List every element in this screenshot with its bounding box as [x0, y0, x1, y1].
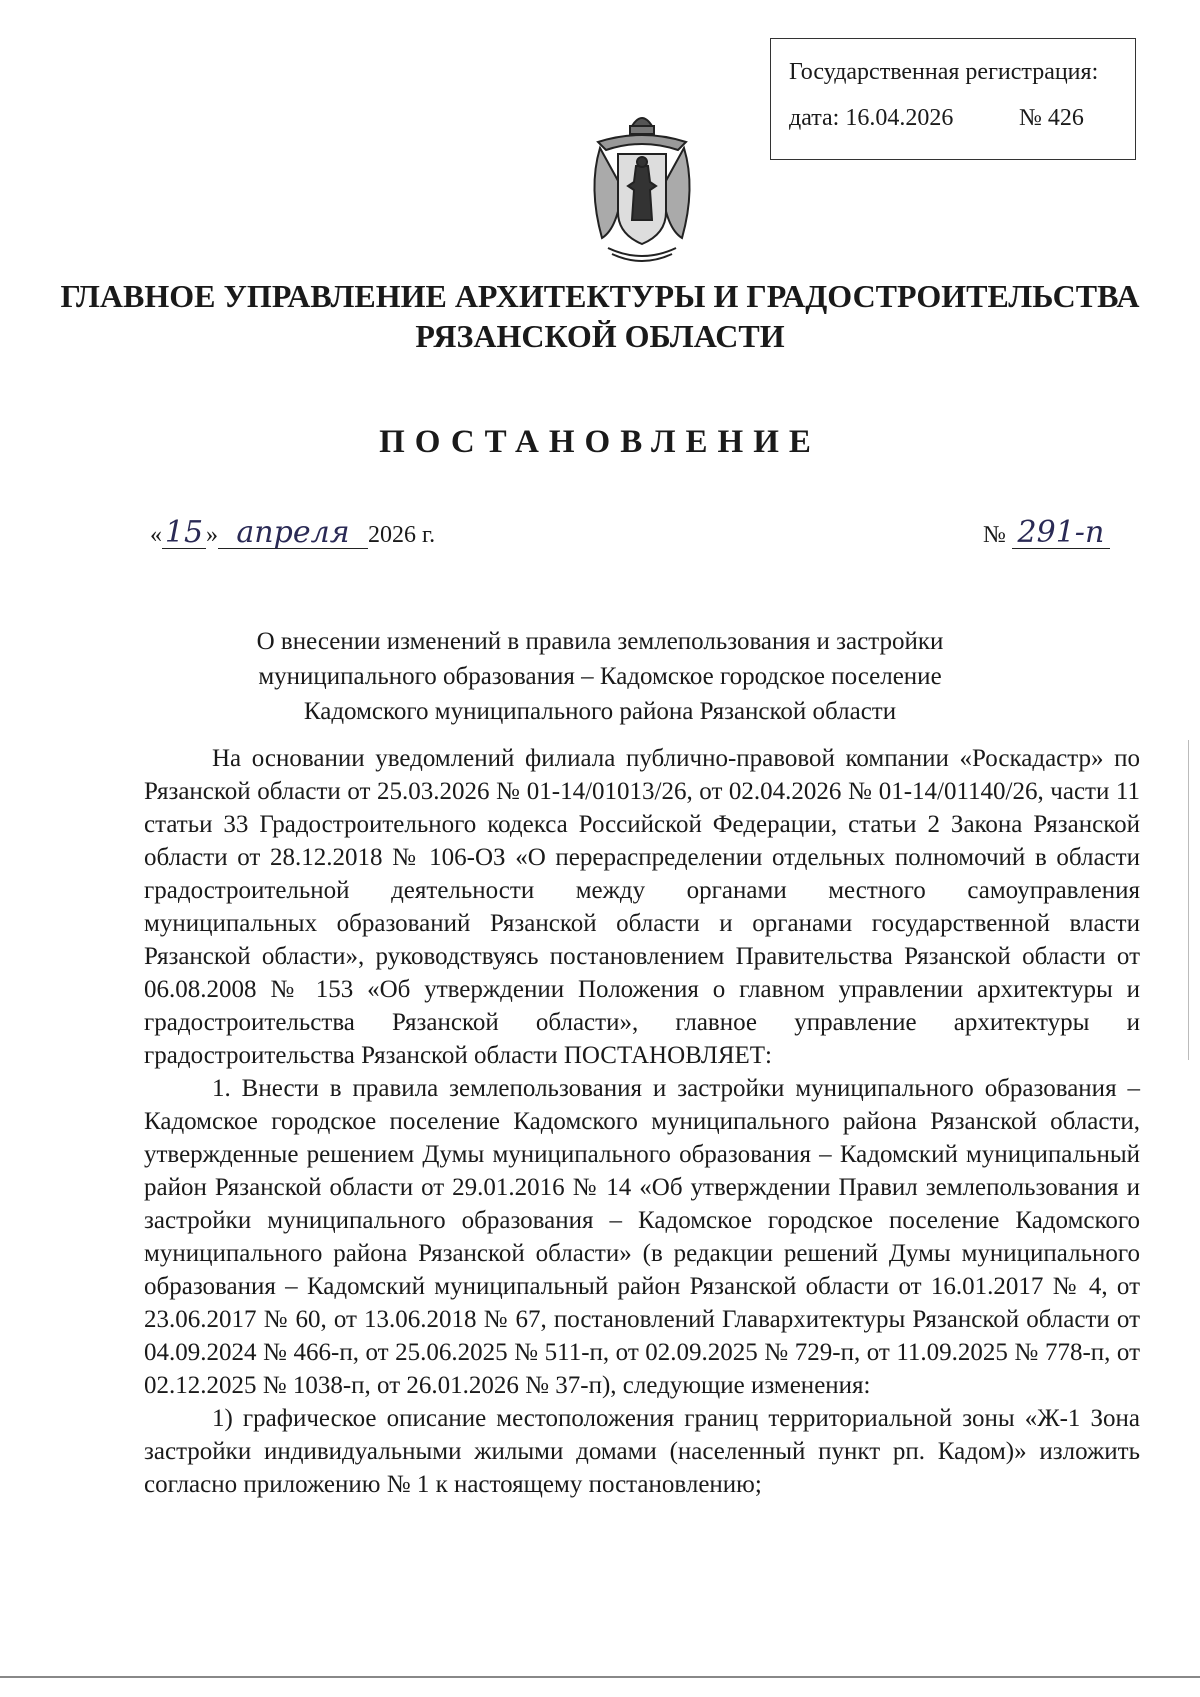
scan-bottom-edge [0, 1676, 1200, 1678]
document-date [150, 515, 436, 550]
organization-header [0, 276, 1200, 356]
subject-line-2: муниципального образования – Кадомское городское поселение [258, 663, 942, 690]
registration-number: № 426 [1019, 105, 1084, 131]
document-subject [0, 624, 1200, 729]
date-year: 2026 г. [368, 522, 436, 548]
scan-edge-line [1188, 740, 1189, 1060]
registration-date: дата: 16.04.2026 [789, 105, 954, 131]
date-month: апреля [218, 518, 368, 549]
body-paragraph-item-1: 1. Внести в правила землепользования и застройки муниципального образования – Кадомское городское поселение Кадомского муниципального района Рязанской области, утвержденные решением Думы муниципального образования – Кадомский муниципальный район Рязанской области от 29.01.2016 № 14 «Об утверждении Правил землепользования и застройки муниципального образования – Кадомское городское поселение Кадомского муниципального района Рязанской области» (в редакции решений Думы муниципального образования – Кадомский муниципальный район Рязанской области от 16.01.2017 № 4, от 23.06.2017 № 60, от 13.06.2018 № 67, постановлений Главархитектуры Рязанской области от 04.09.2024 № 466-п, от 25.06.2025 № 511-п, от 02.09.2025 № 729-п, от 11.09.2025 № 778-п, от 02.12.2025 № 1038-п, от 26.01.2026 № 37-п), следующие изменения: [144, 1075, 1140, 1399]
document-number [983, 515, 1110, 550]
body-paragraph-subitem-1: 1) графическое описание местоположения границ территориальной зоны «Ж-1 Зона застройки индивидуальными жилыми домами (населенный пункт рп. Кадом)» изложить согласно приложению № 1 к настоящему постановлению; [144, 1405, 1140, 1498]
organization-line-1: ГЛАВНОЕ УПРАВЛЕНИЕ АРХИТЕКТУРЫ И ГРАДОСТРОИТЕЛЬСТВА [60, 278, 1140, 314]
subject-line-1: О внесении изменений в правила землепользования и застройки [256, 628, 944, 655]
registration-stamp [770, 38, 1136, 160]
body-paragraph-basis: На основании уведомлений филиала публично-правовой компании «Роскадастр» по Рязанской области от 25.03.2026 № 01-14/01013/26, от 02.04.2026 № 01-14/01140/26, части 11 статьи 33 Градостроительного кодекса Российской Федерации, статьи 2 Закона Рязанской области от 28.12.2018 № 106-ОЗ «О перераспределении отдельных полномочий в области градостроительной деятельности между органами местного самоуправления муниципальных образований Рязанской области и органами государственной власти Рязанской области», руководствуясь постановлением Правительства Рязанской области от 06.08.2008 № 153 «Об утверждении Положения о главном управлении архитектуры и градостроительства Рязанской области», главное управление архитектуры и градостроительства Рязанской области ПОСТАНОВЛЯЕТ: [144, 745, 1140, 1069]
date-day: 15 [162, 518, 206, 549]
number-prefix: № [983, 522, 1006, 548]
registration-title: Государственная регистрация: [789, 59, 1099, 85]
ryazan-coat-of-arms-icon [578, 108, 706, 268]
document-body [144, 742, 1140, 1501]
date-close-quote: » [206, 522, 218, 548]
number-value: 291-п [1012, 518, 1110, 549]
organization-line-2: РЯЗАНСКОЙ ОБЛАСТИ [415, 318, 785, 354]
document-type: ПОСТАНОВЛЕНИЕ [379, 424, 821, 460]
subject-line-3: Кадомского муниципального района Рязанской области [303, 698, 897, 725]
date-open-quote: « [150, 522, 162, 548]
